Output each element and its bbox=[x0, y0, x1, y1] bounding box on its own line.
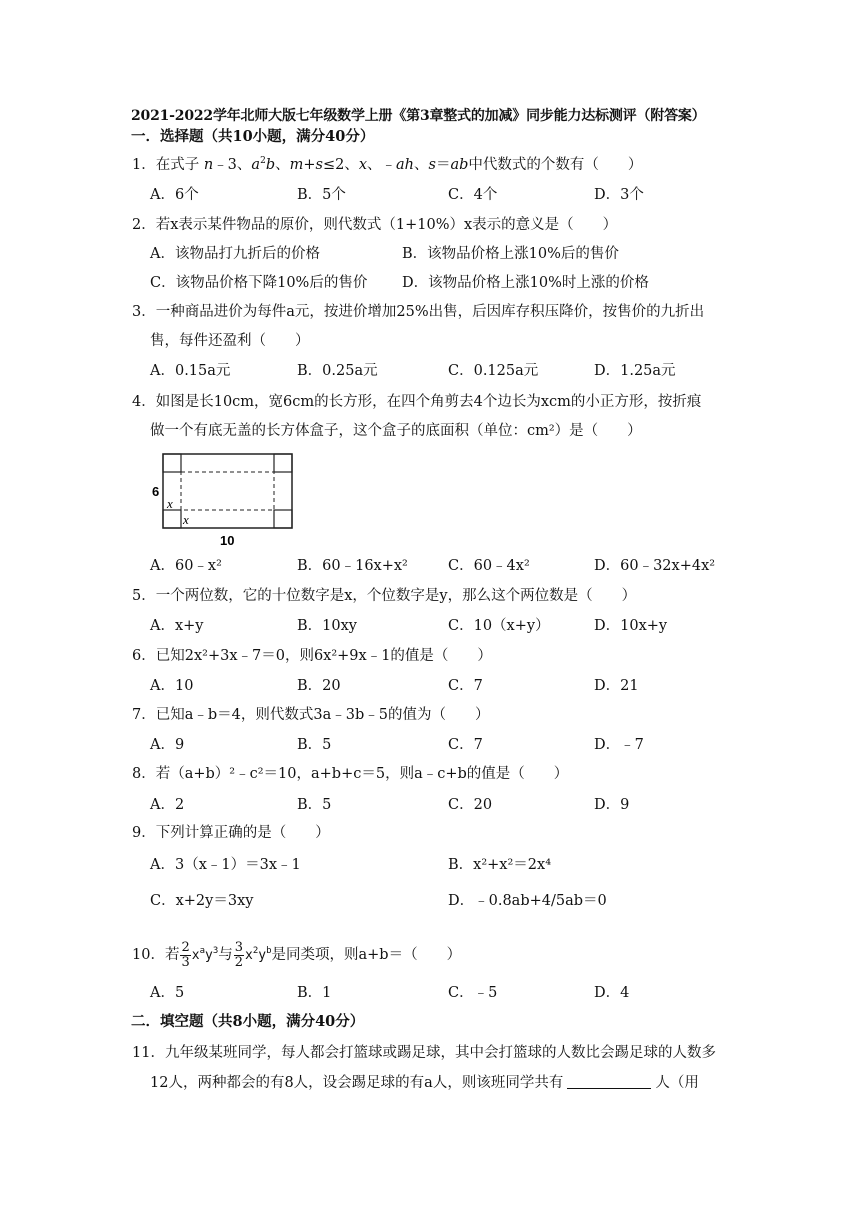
q6-option-c: C．7 bbox=[448, 678, 483, 694]
question-9: 9．下列计算正确的是（ ） bbox=[132, 825, 330, 841]
q5-option-c: C．10（x+y） bbox=[448, 618, 550, 634]
q3-option-a: A．0.15a元 bbox=[150, 363, 231, 379]
question-5: 5．一个两位数，它的十位数字是x，个位数字是y，那么这个两位数是（ ） bbox=[132, 588, 637, 604]
question-1: 1．在式子 n﹣3、$a^2b$、m+s≤2、x、﹣ah、s＝ab中代数式的个数有（ ） bbox=[132, 156, 643, 173]
q4-option-a: A．60﹣x² bbox=[150, 558, 222, 574]
q2-option-d: D．该物品价格上涨10%时上涨的价格 bbox=[402, 275, 649, 291]
q10-option-c: C．﹣5 bbox=[448, 985, 498, 1001]
label-x-bottom: x bbox=[183, 512, 189, 527]
q6-option-b: B．20 bbox=[297, 678, 341, 694]
q1-option-b: B．5个 bbox=[297, 187, 346, 203]
q5-option-b: B．10xy bbox=[297, 618, 357, 634]
q6-option-d: D．21 bbox=[594, 678, 639, 694]
fold-lines bbox=[181, 472, 274, 510]
q2-option-c: C．该物品价格下降10%后的售价 bbox=[150, 275, 368, 291]
question-4-line-1: 4．如图是长10cm，宽6cm的长方形，在四个角剪去4个边长为xcm的小正方形，按折痕 bbox=[132, 394, 702, 410]
q1-option-d: D．3个 bbox=[594, 187, 644, 203]
q3-option-c: C．0.125a元 bbox=[448, 363, 539, 379]
corner-square-br bbox=[274, 510, 292, 528]
section-heading-fill-in: 二．填空题（共8小题，满分40分） bbox=[131, 1013, 365, 1030]
q1-option-c: C．4个 bbox=[448, 187, 498, 203]
q10-option-d: D．4 bbox=[594, 985, 630, 1001]
q7-option-d: D．﹣7 bbox=[594, 737, 644, 753]
q3-option-b: B．0.25a元 bbox=[297, 363, 378, 379]
answer-blank[interactable] bbox=[567, 1074, 651, 1089]
fraction-three-halves: $\frac{3}{2}$ bbox=[234, 939, 244, 970]
document-title: 2021-2022学年北师大版七年级数学上册《第3章整式的加减》同步能力达标测评（附答案） bbox=[131, 108, 706, 124]
q9-option-b: B．x²+x²＝2x⁴ bbox=[448, 857, 552, 873]
question-2: 2．若x表示某件物品的原价，则代数式（1+10%）x表示的意义是（ ） bbox=[132, 217, 618, 233]
corner-square-bl bbox=[163, 510, 181, 528]
q7-option-b: B．5 bbox=[297, 737, 332, 753]
q4-option-d: D．60﹣32x+4x² bbox=[594, 558, 716, 574]
corner-square-tl bbox=[163, 454, 181, 472]
question-3-line-2: 售，每件还盈利（ ） bbox=[150, 333, 310, 349]
q8-option-a: A．2 bbox=[150, 797, 185, 813]
label-height: 6 bbox=[152, 484, 160, 499]
q9-option-d: D．﹣0.8ab+4/5ab＝0 bbox=[448, 893, 607, 909]
q5-option-d: D．10x+y bbox=[594, 618, 668, 634]
question-8: 8．若（a+b）²﹣c²＝10，a+b+c＝5，则a﹣c+b的值是（ ） bbox=[132, 766, 569, 782]
question-3-line-1: 3．一种商品进价为每件a元，按进价增加25%出售，后因库存积压降价，按售价的九折出 bbox=[132, 304, 705, 320]
q10-option-b: B．1 bbox=[297, 985, 332, 1001]
q2-option-a: A．该物品打九折后的价格 bbox=[150, 246, 320, 262]
section-heading-choice: 一．选择题（共10小题，满分40分） bbox=[131, 128, 375, 145]
label-x-side: x bbox=[167, 496, 173, 511]
fraction-two-thirds: $\frac{2}{3}$ bbox=[181, 939, 190, 970]
q9-option-c: C．x+2y＝3xy bbox=[150, 893, 254, 909]
q4-option-b: B．60﹣16x+x² bbox=[297, 558, 408, 574]
q2-option-b: B．该物品价格上涨10%后的售价 bbox=[402, 246, 619, 262]
q8-option-b: B．5 bbox=[297, 797, 332, 813]
q10-option-a: A．5 bbox=[150, 985, 185, 1001]
q7-option-a: A．9 bbox=[150, 737, 185, 753]
q6-option-a: A．10 bbox=[150, 678, 194, 694]
q5-option-a: A．x+y bbox=[150, 618, 204, 634]
q9-option-a: A．3（x﹣1）＝3x﹣1 bbox=[150, 857, 301, 873]
q3-option-d: D．1.25a元 bbox=[594, 363, 676, 379]
q8-option-d: D．9 bbox=[594, 797, 630, 813]
question-7: 7．已知a﹣b＝4，则代数式3a﹣3b﹣5的值为（ ） bbox=[132, 707, 490, 723]
box-net-figure bbox=[150, 450, 300, 550]
q7-option-c: C．7 bbox=[448, 737, 483, 753]
question-6: 6．已知2x²+3x﹣7＝0，则6x²+9x﹣1的值是（ ） bbox=[132, 648, 492, 664]
q4-option-c: C．60﹣4x² bbox=[448, 558, 530, 574]
q8-option-c: C．20 bbox=[448, 797, 493, 813]
question-11-line-1: 11．九年级某班同学，每人都会打篮球或踢足球，其中会打篮球的人数比会踢足球的人数多 bbox=[132, 1045, 716, 1061]
question-10: 10．若 $\frac{2}{3}$ $x^ay^3$与 $\frac{3}{2}$ $x^2y^b$是同类项，则a+b＝（ ） bbox=[132, 939, 462, 970]
question-11-line-2: 12人，两种都会的有8人，设会踢足球的有a人，则该班同学共有 人（用 bbox=[150, 1075, 699, 1091]
q1-option-a: A．6个 bbox=[150, 187, 199, 203]
corner-square-tr bbox=[274, 454, 292, 472]
question-4-line-2: 做一个有底无盖的长方体盒子，这个盒子的底面积（单位：cm²）是（ ） bbox=[150, 423, 642, 439]
label-width: 10 bbox=[220, 533, 235, 548]
